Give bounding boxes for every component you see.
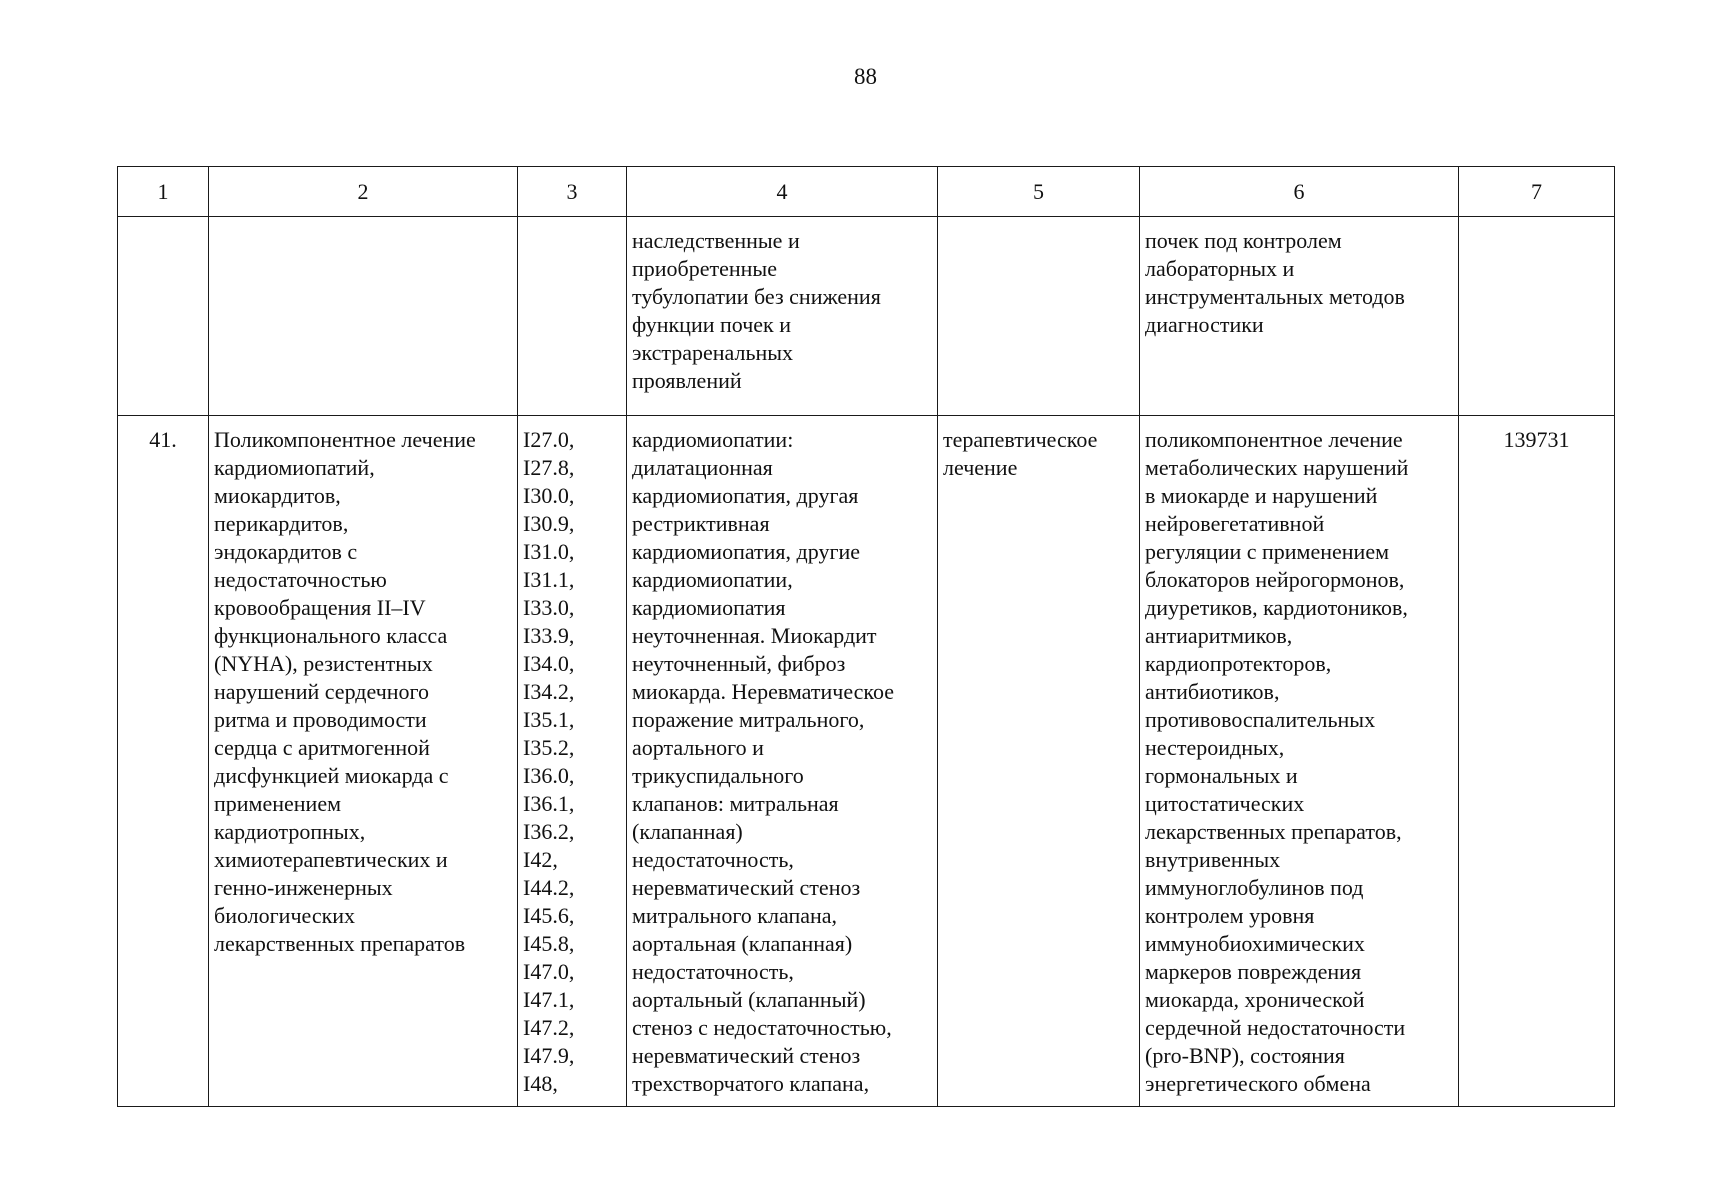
icd-code: I42, (523, 847, 558, 872)
continuation-row (118, 217, 1615, 416)
procedures-table (117, 166, 1615, 1107)
row-name: Поликомпонентное лечение кардиомиопатий, миокардитов, перикардитов, эндокардитов с недостаточностью кровообращения II–IV функционального класса (NYHA), резистентных нарушений сердечного ритма и проводимости сердца с аритмогенной дисфункцией миокарда с применением кардиотропных, химиотерапевтических и генно-инженерных биологических лекарственных препаратов (209, 416, 518, 1107)
column-header: 5 (938, 167, 1140, 217)
cell-codes (518, 217, 627, 416)
icd-code: I31.1, (523, 567, 575, 592)
icd-code: I27.8, (523, 455, 575, 480)
icd-code: I47.9, (523, 1043, 575, 1068)
row-number: 41. (118, 416, 209, 1107)
column-header: 1 (118, 167, 209, 217)
icd-code: I35.1, (523, 707, 575, 732)
cell-diagnosis: наследственные и приобретенные тубулопатии без снижения функции почек и экстраренальных проявлений (627, 217, 938, 416)
codes-list (523, 426, 621, 1098)
icd-code: I47.1, (523, 987, 575, 1012)
icd-code: I47.0, (523, 959, 575, 984)
icd-code: I35.2, (523, 735, 575, 760)
icd-code: I45.6, (523, 903, 575, 928)
row-price: 139731 (1459, 416, 1615, 1107)
column-header: 3 (518, 167, 627, 217)
cell-method: почек под контролем лабораторных и инструментальных методов диагностики (1140, 217, 1459, 416)
cell-price (1459, 217, 1615, 416)
row-method: поликомпонентное лечение метаболических нарушений в миокарде и нарушений нейровегетативной регуляции с применением блокаторов нейрогормонов, диуретиков, кардиотоников, антиаритмиков, кардиопротекторов, антибиотиков, противовоспалительных нестероидных, гормональных и цитостатических лекарственных препаратов, внутривенных иммуноглобулинов под контролем уровня иммунобиохимических маркеров повреждения миокарда, хронической сердечной недостаточности (pro-BNP), состояния энергетического обмена (1140, 416, 1459, 1107)
row-diagnosis: кардиомиопатии: дилатационная кардиомиопатия, другая рестриктивная кардиомиопатия, другие кардиомиопатии, кардиомиопатия неуточненная. Миокардит неуточненный, фиброз миокарда. Неревматическое поражение митрального, аортального и трикуспидального клапанов: митральная (клапанная) недостаточность, неревматический стеноз митрального клапана, аортальная (клапанная) недостаточность, аортальный (клапанный) стеноз с недостаточностью, неревматический стеноз трехстворчатого клапана, (627, 416, 938, 1107)
icd-code: I47.2, (523, 1015, 575, 1040)
column-header: 6 (1140, 167, 1459, 217)
icd-code: I34.0, (523, 651, 575, 676)
icd-code: I33.0, (523, 595, 575, 620)
icd-code: I30.0, (523, 483, 575, 508)
icd-code: I30.9, (523, 511, 575, 536)
row-treatment-type: терапевтическое лечение (938, 416, 1140, 1107)
icd-code: I48, (523, 1071, 558, 1096)
cell-treatment-type (938, 217, 1140, 416)
header-row (118, 167, 1615, 217)
cell-name (209, 217, 518, 416)
icd-code: I36.1, (523, 791, 575, 816)
table-row (118, 416, 1615, 1107)
icd-code: I44.2, (523, 875, 575, 900)
icd-code: I36.0, (523, 763, 575, 788)
column-header: 2 (209, 167, 518, 217)
page-number: 88 (854, 64, 877, 89)
column-header: 7 (1459, 167, 1615, 217)
column-header: 4 (627, 167, 938, 217)
row-codes (518, 416, 627, 1107)
icd-code: I31.0, (523, 539, 575, 564)
icd-code: I34.2, (523, 679, 575, 704)
cell-number (118, 217, 209, 416)
icd-code: I27.0, (523, 427, 575, 452)
icd-code: I36.2, (523, 819, 575, 844)
icd-code: I45.8, (523, 931, 575, 956)
icd-code: I33.9, (523, 623, 575, 648)
